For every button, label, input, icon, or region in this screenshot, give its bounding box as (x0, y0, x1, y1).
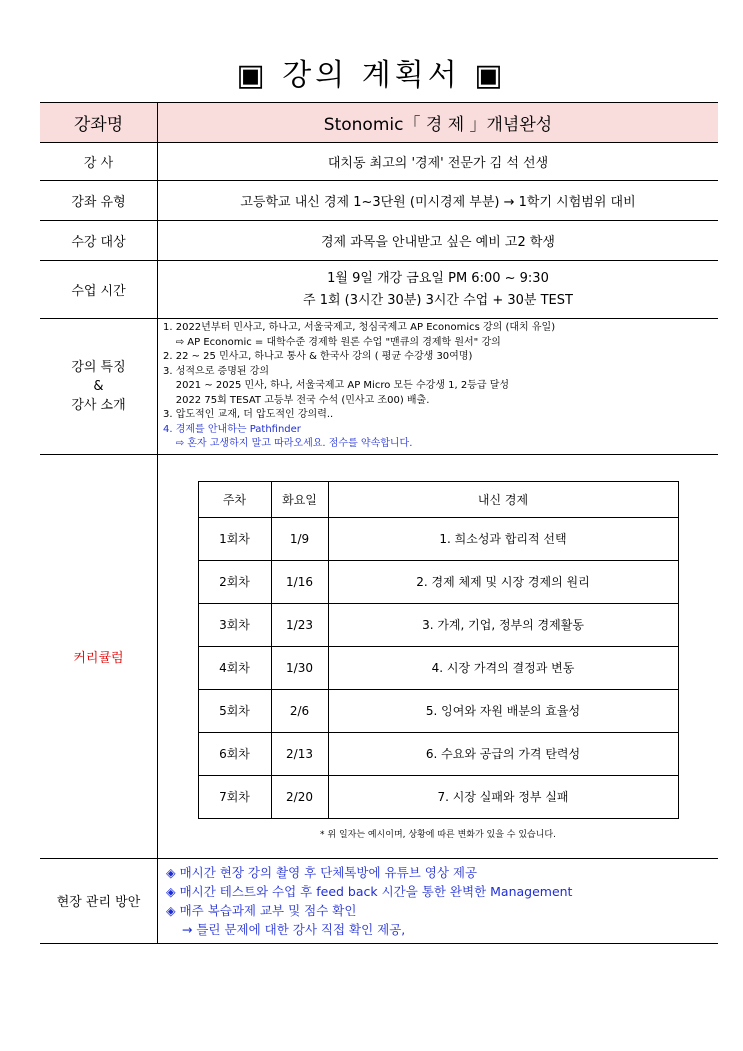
page-title: ▣ 강의 계획서 ▣ (236, 58, 507, 93)
management-row (40, 858, 718, 943)
features-label (40, 319, 158, 455)
date-cell: 1/9 (271, 517, 328, 560)
table-row (198, 646, 678, 689)
table-row (198, 775, 678, 818)
course-name-row (40, 103, 718, 143)
schedule-line-2: 주 1회 (3시간 30분) 3시간 수업 + 30분 TEST (303, 292, 573, 308)
table-row (198, 517, 678, 560)
course-type-row (40, 181, 718, 221)
course-name-label: 강좌명 (40, 103, 158, 143)
date-cell: 2/6 (271, 689, 328, 732)
instructor-row (40, 143, 718, 181)
management-line: ◈ 매시간 테스트와 수업 후 feed back 시간을 통한 완벽한 Management (166, 883, 573, 899)
feature-line: 2021 ~ 2025 민사, 하나, 서울국제고 AP Micro 모든 수강생 1, 2등급 달성 (163, 380, 510, 391)
week-cell: 5회차 (198, 689, 271, 732)
schedule-label: 수업 시간 (40, 261, 158, 319)
topic-cell: 4. 시장 가격의 결정과 변동 (328, 646, 678, 689)
feature-line: 3. 성적으로 증명된 강의 (163, 365, 270, 377)
feature-line: 1. 2022년부터 민사고, 하나고, 서울국제고, 청심국제고 AP Economics 강의 (대치 유일) (163, 322, 556, 333)
table-row (198, 560, 678, 603)
week-cell: 7회차 (198, 775, 271, 818)
feature-line: 3. 압도적인 교재, 더 압도적인 강의력.. (163, 409, 334, 420)
week-cell: 4회차 (198, 646, 271, 689)
features-label-1: 강의 특징 (71, 359, 126, 375)
table-row (198, 732, 678, 775)
week-cell: 6회차 (198, 732, 271, 775)
course-type-label: 강좌 유형 (40, 181, 158, 221)
target-value: 경제 과목을 안내받고 싶은 예비 고2 학생 (158, 221, 719, 261)
course-type-value: 고등학교 내신 경제 1~3단원 (미시경제 부분) → 1학기 시험범위 대비 (158, 181, 719, 221)
lecture-plan-table (40, 102, 718, 944)
instructor-value: 대치동 최고의 '경제' 전문가 김 석 선생 (158, 143, 719, 181)
week-cell: 2회차 (198, 560, 271, 603)
course-name-value: Stonomic「 경 제 」개념완성 (158, 103, 719, 143)
topic-cell: 6. 수요와 공급의 가격 탄력성 (328, 732, 678, 775)
feature-line: 2. 22 ~ 25 민사고, 하나고 통사 & 한국사 강의 ( 평균 수강생 30여명) (163, 351, 473, 362)
header-week: 주차 (198, 481, 271, 517)
instructor-label: 강 사 (40, 143, 158, 181)
topic-cell: 5. 잉여와 자원 배분의 효율성 (328, 689, 678, 732)
curriculum-table (198, 481, 679, 819)
management-line: ◈ 매시간 현장 강의 촬영 후 단체톡방에 유튜브 영상 제공 (166, 864, 478, 880)
features-label-2: & (93, 378, 104, 394)
topic-cell: 3. 가계, 기업, 정부의 경제활동 (328, 603, 678, 646)
feature-line: 4. 경제를 안내하는 Pathfinder (163, 423, 301, 435)
schedule-value (158, 261, 719, 319)
table-row (198, 603, 678, 646)
date-cell: 1/23 (271, 603, 328, 646)
date-cell: 2/20 (271, 775, 328, 818)
feature-line: 2022 75회 TESAT 고등부 전국 수석 (민사고 조00) 배출. (163, 394, 430, 406)
topic-cell: 7. 시장 실패와 정부 실패 (328, 775, 678, 818)
table-row (198, 689, 678, 732)
schedule-row (40, 261, 718, 319)
curriculum-note: * 위 일자는 예시이며, 상황에 따른 변화가 있을 수 있습니다. (320, 829, 556, 840)
target-row (40, 221, 718, 261)
header-day: 화요일 (271, 481, 328, 517)
date-cell: 1/16 (271, 560, 328, 603)
features-label-3: 강사 소개 (71, 397, 126, 413)
schedule-line-1: 1월 9일 개강 금요일 PM 6:00 ~ 9:30 (327, 270, 549, 286)
curriculum-row (40, 454, 718, 858)
topic-cell: 1. 희소성과 합리적 선택 (328, 517, 678, 560)
management-line: → 틀린 문제에 대한 강사 직접 확인 제공, (166, 921, 406, 937)
curriculum-content (158, 454, 719, 858)
week-cell: 1회차 (198, 517, 271, 560)
features-row (40, 319, 718, 455)
date-cell: 2/13 (271, 732, 328, 775)
curriculum-label: 커리큘럼 (40, 454, 158, 858)
management-label: 현장 관리 방안 (40, 858, 158, 943)
target-label: 수강 대상 (40, 221, 158, 261)
management-content (158, 858, 719, 943)
header-topic: 내신 경제 (328, 481, 678, 517)
date-cell: 1/30 (271, 646, 328, 689)
management-line: ◈ 매주 복습과제 교부 및 점수 확인 (166, 902, 357, 918)
week-cell: 3회차 (198, 603, 271, 646)
topic-cell: 2. 경제 체제 및 시장 경제의 원리 (328, 560, 678, 603)
feature-line: ⇨ 혼자 고생하지 말고 따라오세요. 점수를 약속합니다. (163, 438, 413, 449)
curriculum-header-row (198, 481, 678, 517)
feature-line: ⇨ AP Economic = 대학수준 경제학 원론 수업 "맨큐의 경제학 원서" 강의 (163, 336, 501, 348)
features-content (158, 319, 719, 455)
